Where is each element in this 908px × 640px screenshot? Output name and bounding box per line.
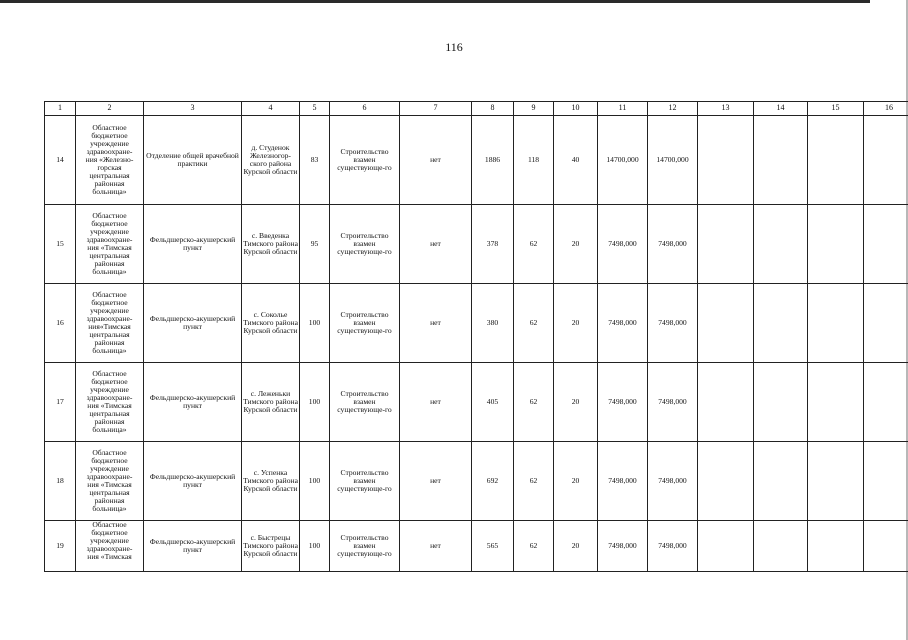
table-row bbox=[45, 205, 908, 284]
work-type-text: Строительство взамен существующе-го bbox=[337, 309, 392, 336]
table-row bbox=[45, 521, 908, 572]
row-number-cell bbox=[45, 442, 76, 521]
column-10-cell bbox=[554, 363, 598, 442]
column-8-text: 380 bbox=[486, 317, 499, 327]
column-12-cell bbox=[648, 116, 698, 205]
object-name-cell bbox=[144, 521, 242, 572]
column-header: 5 bbox=[300, 102, 330, 116]
column-10-text: 20 bbox=[571, 396, 580, 406]
column-7-text: нет bbox=[430, 238, 441, 248]
column-15-cell bbox=[808, 205, 864, 284]
column-8-text: 405 bbox=[486, 396, 499, 406]
column-5-cell bbox=[300, 205, 330, 284]
location-cell bbox=[242, 521, 300, 572]
work-type-text: Строительство взамен существующе-го bbox=[337, 532, 392, 559]
column-9-cell bbox=[514, 284, 554, 363]
column-12-text: 7498,000 bbox=[658, 238, 687, 248]
column-9-text: 62 bbox=[529, 540, 538, 550]
row-number-text: 17 bbox=[56, 396, 64, 406]
work-type-cell bbox=[330, 442, 400, 521]
column-header: 13 bbox=[698, 102, 754, 116]
table-row bbox=[45, 284, 908, 363]
column-7-text: нет bbox=[430, 154, 441, 164]
column-5-cell bbox=[300, 442, 330, 521]
column-header: 12 bbox=[648, 102, 698, 116]
object-name-text: Фельдшерско-акушерский пункт bbox=[149, 392, 236, 410]
column-11-text: 7498,000 bbox=[608, 475, 637, 485]
column-15-cell bbox=[808, 442, 864, 521]
location-cell bbox=[242, 205, 300, 284]
column-8-cell bbox=[472, 521, 514, 572]
column-10-text: 40 bbox=[571, 154, 580, 164]
column-11-cell bbox=[598, 363, 648, 442]
row-number-text: 18 bbox=[56, 475, 64, 485]
column-8-cell bbox=[472, 284, 514, 363]
column-12-cell bbox=[648, 284, 698, 363]
column-9-cell bbox=[514, 442, 554, 521]
column-15-cell bbox=[808, 521, 864, 572]
organization-text: Областное бюджетное учреждение здравоохране- ния «Железно- горская центральная районная больница» bbox=[85, 122, 134, 197]
column-8-cell bbox=[472, 363, 514, 442]
column-12-cell bbox=[648, 442, 698, 521]
row-number-text: 15 bbox=[56, 238, 64, 248]
location-text: с. Быстрецы Тимского района Курской области bbox=[243, 532, 298, 559]
object-name-cell bbox=[144, 205, 242, 284]
column-10-cell bbox=[554, 442, 598, 521]
column-9-text: 62 bbox=[529, 475, 538, 485]
column-header: 10 bbox=[554, 102, 598, 116]
column-11-cell bbox=[598, 442, 648, 521]
column-11-cell bbox=[598, 521, 648, 572]
column-11-text: 7498,000 bbox=[608, 396, 637, 406]
column-8-text: 1886 bbox=[484, 154, 501, 164]
column-13-cell bbox=[698, 284, 754, 363]
organization-cell bbox=[76, 521, 144, 572]
column-5-text: 100 bbox=[308, 540, 321, 550]
column-14-cell bbox=[754, 205, 808, 284]
object-name-text: Фельдшерско-акушерский пункт bbox=[149, 313, 236, 331]
column-5-cell bbox=[300, 284, 330, 363]
column-5-text: 100 bbox=[308, 475, 321, 485]
column-7-cell bbox=[400, 521, 472, 572]
work-type-text: Строительство взамен существующе-го bbox=[337, 467, 392, 494]
location-text: с. Успенка Тимского района Курской области bbox=[243, 467, 298, 494]
column-8-text: 378 bbox=[486, 238, 499, 248]
column-16-cell bbox=[864, 521, 908, 572]
work-type-cell bbox=[330, 284, 400, 363]
column-7-cell bbox=[400, 116, 472, 205]
column-5-cell bbox=[300, 363, 330, 442]
top-border-rule bbox=[0, 0, 870, 3]
column-11-text: 14700,000 bbox=[606, 154, 639, 164]
work-type-cell bbox=[330, 521, 400, 572]
column-11-cell bbox=[598, 284, 648, 363]
column-13-cell bbox=[698, 442, 754, 521]
location-cell bbox=[242, 284, 300, 363]
object-name-text: Отделение общей врачебной практики bbox=[146, 150, 239, 168]
organization-text: Областное бюджетное учреждение здравоохране- ния «Тимская центральная районная больница» bbox=[86, 447, 133, 514]
organization-cell bbox=[76, 116, 144, 205]
organization-text: Областное бюджетное учреждение здравоохране- ния«Тимская центральная районная больница» bbox=[86, 289, 133, 356]
column-9-text: 62 bbox=[529, 317, 538, 327]
column-9-cell bbox=[514, 116, 554, 205]
object-name-text: Фельдшерско-акушерский пункт bbox=[149, 234, 236, 252]
table-row bbox=[45, 116, 908, 205]
location-text: с. Сокольe Тимского района Курской области bbox=[243, 309, 298, 336]
object-name-cell bbox=[144, 442, 242, 521]
column-header: 6 bbox=[330, 102, 400, 116]
column-5-cell bbox=[300, 116, 330, 205]
column-14-cell bbox=[754, 521, 808, 572]
column-8-text: 692 bbox=[486, 475, 499, 485]
column-header: 11 bbox=[598, 102, 648, 116]
work-type-text: Строительство взамен существующе-го bbox=[337, 388, 392, 415]
work-type-cell bbox=[330, 205, 400, 284]
row-number-text: 16 bbox=[56, 317, 64, 327]
column-9-text: 118 bbox=[527, 154, 540, 164]
row-number-text: 19 bbox=[56, 540, 64, 550]
column-10-text: 20 bbox=[571, 540, 580, 550]
table-body bbox=[45, 116, 908, 572]
column-16-cell bbox=[864, 284, 908, 363]
column-9-cell bbox=[514, 205, 554, 284]
column-header: 8 bbox=[472, 102, 514, 116]
column-11-text: 7498,000 bbox=[608, 540, 637, 550]
organization-text: Областное бюджетное учреждение здравоохране- ния «Тимская bbox=[86, 520, 133, 562]
column-5-text: 83 bbox=[310, 154, 319, 164]
page-number: 116 bbox=[445, 40, 463, 54]
object-name-text: Фельдшерско-акушерский пункт bbox=[149, 536, 236, 554]
column-header: 2 bbox=[76, 102, 144, 116]
column-5-text: 95 bbox=[310, 238, 319, 248]
column-14-cell bbox=[754, 363, 808, 442]
column-header: 15 bbox=[808, 102, 864, 116]
column-12-text: 7498,000 bbox=[658, 475, 687, 485]
work-type-text: Строительство взамен существующе-го bbox=[337, 230, 392, 257]
column-15-cell bbox=[808, 284, 864, 363]
organization-cell bbox=[76, 284, 144, 363]
column-8-cell bbox=[472, 205, 514, 284]
column-5-text: 100 bbox=[308, 317, 321, 327]
object-name-cell bbox=[144, 284, 242, 363]
location-text: с. Введенка Тимского района Курской области bbox=[243, 230, 298, 257]
column-10-cell bbox=[554, 116, 598, 205]
column-15-cell bbox=[808, 116, 864, 205]
organization-text: Областное бюджетное учреждение здравоохране- ния «Тимская центральная районная больница» bbox=[86, 368, 133, 435]
column-11-text: 7498,000 bbox=[608, 317, 637, 327]
column-7-text: нет bbox=[430, 475, 441, 485]
column-9-text: 62 bbox=[529, 396, 538, 406]
column-13-cell bbox=[698, 116, 754, 205]
object-name-text: Фельдшерско-акушерский пункт bbox=[149, 471, 236, 489]
column-10-cell bbox=[554, 521, 598, 572]
column-14-cell bbox=[754, 116, 808, 205]
row-number-cell bbox=[45, 116, 76, 205]
work-type-cell bbox=[330, 363, 400, 442]
column-13-cell bbox=[698, 521, 754, 572]
column-7-text: нет bbox=[430, 317, 441, 327]
column-16-cell bbox=[864, 205, 908, 284]
column-10-text: 20 bbox=[571, 475, 580, 485]
object-name-cell bbox=[144, 116, 242, 205]
column-12-cell bbox=[648, 205, 698, 284]
column-8-cell bbox=[472, 442, 514, 521]
row-number-cell bbox=[45, 521, 76, 572]
column-12-text: 7498,000 bbox=[658, 540, 687, 550]
column-16-cell bbox=[864, 363, 908, 442]
column-11-text: 7498,000 bbox=[608, 238, 637, 248]
column-12-text: 7498,000 bbox=[658, 317, 687, 327]
object-name-cell bbox=[144, 363, 242, 442]
column-10-text: 20 bbox=[571, 317, 580, 327]
organization-text: Областное бюджетное учреждение здравоохране- ния «Тимская центральная районная больница» bbox=[86, 210, 133, 277]
column-16-cell bbox=[864, 442, 908, 521]
column-12-cell bbox=[648, 363, 698, 442]
column-8-cell bbox=[472, 116, 514, 205]
organization-cell bbox=[76, 363, 144, 442]
column-12-cell bbox=[648, 521, 698, 572]
column-9-cell bbox=[514, 363, 554, 442]
column-7-cell bbox=[400, 284, 472, 363]
table-row bbox=[45, 442, 908, 521]
column-13-cell bbox=[698, 205, 754, 284]
organization-cell bbox=[76, 205, 144, 284]
column-11-cell bbox=[598, 116, 648, 205]
column-12-text: 14700,000 bbox=[656, 154, 689, 164]
column-7-cell bbox=[400, 363, 472, 442]
column-header: 14 bbox=[754, 102, 808, 116]
column-15-cell bbox=[808, 363, 864, 442]
column-14-cell bbox=[754, 442, 808, 521]
data-table bbox=[44, 101, 908, 572]
row-number-text: 14 bbox=[56, 154, 64, 164]
column-5-text: 100 bbox=[308, 396, 321, 406]
header-row bbox=[45, 102, 908, 116]
column-5-cell bbox=[300, 521, 330, 572]
column-header: 16 bbox=[864, 102, 908, 116]
column-7-cell bbox=[400, 205, 472, 284]
organization-cell bbox=[76, 442, 144, 521]
row-number-cell bbox=[45, 205, 76, 284]
table-row bbox=[45, 363, 908, 442]
column-header: 4 bbox=[242, 102, 300, 116]
column-10-text: 20 bbox=[571, 238, 580, 248]
work-type-cell bbox=[330, 116, 400, 205]
location-text: д. Студенок Железногор-ского района Курской области bbox=[243, 142, 298, 177]
row-number-cell bbox=[45, 363, 76, 442]
column-13-cell bbox=[698, 363, 754, 442]
column-10-cell bbox=[554, 205, 598, 284]
column-11-cell bbox=[598, 205, 648, 284]
column-7-text: нет bbox=[430, 396, 441, 406]
row-number-cell bbox=[45, 284, 76, 363]
column-9-cell bbox=[514, 521, 554, 572]
column-9-text: 62 bbox=[529, 238, 538, 248]
location-cell bbox=[242, 116, 300, 205]
column-12-text: 7498,000 bbox=[658, 396, 687, 406]
column-7-text: нет bbox=[430, 540, 441, 550]
column-16-cell bbox=[864, 116, 908, 205]
location-cell bbox=[242, 442, 300, 521]
column-header: 9 bbox=[514, 102, 554, 116]
column-header: 7 bbox=[400, 102, 472, 116]
column-header: 3 bbox=[144, 102, 242, 116]
column-7-cell bbox=[400, 442, 472, 521]
location-cell bbox=[242, 363, 300, 442]
work-type-text: Строительство взамен существующе-го bbox=[337, 146, 392, 173]
column-8-text: 565 bbox=[486, 540, 499, 550]
column-10-cell bbox=[554, 284, 598, 363]
column-header: 1 bbox=[45, 102, 76, 116]
location-text: с. Леженьки Тимского района Курской области bbox=[243, 388, 298, 415]
column-14-cell bbox=[754, 284, 808, 363]
